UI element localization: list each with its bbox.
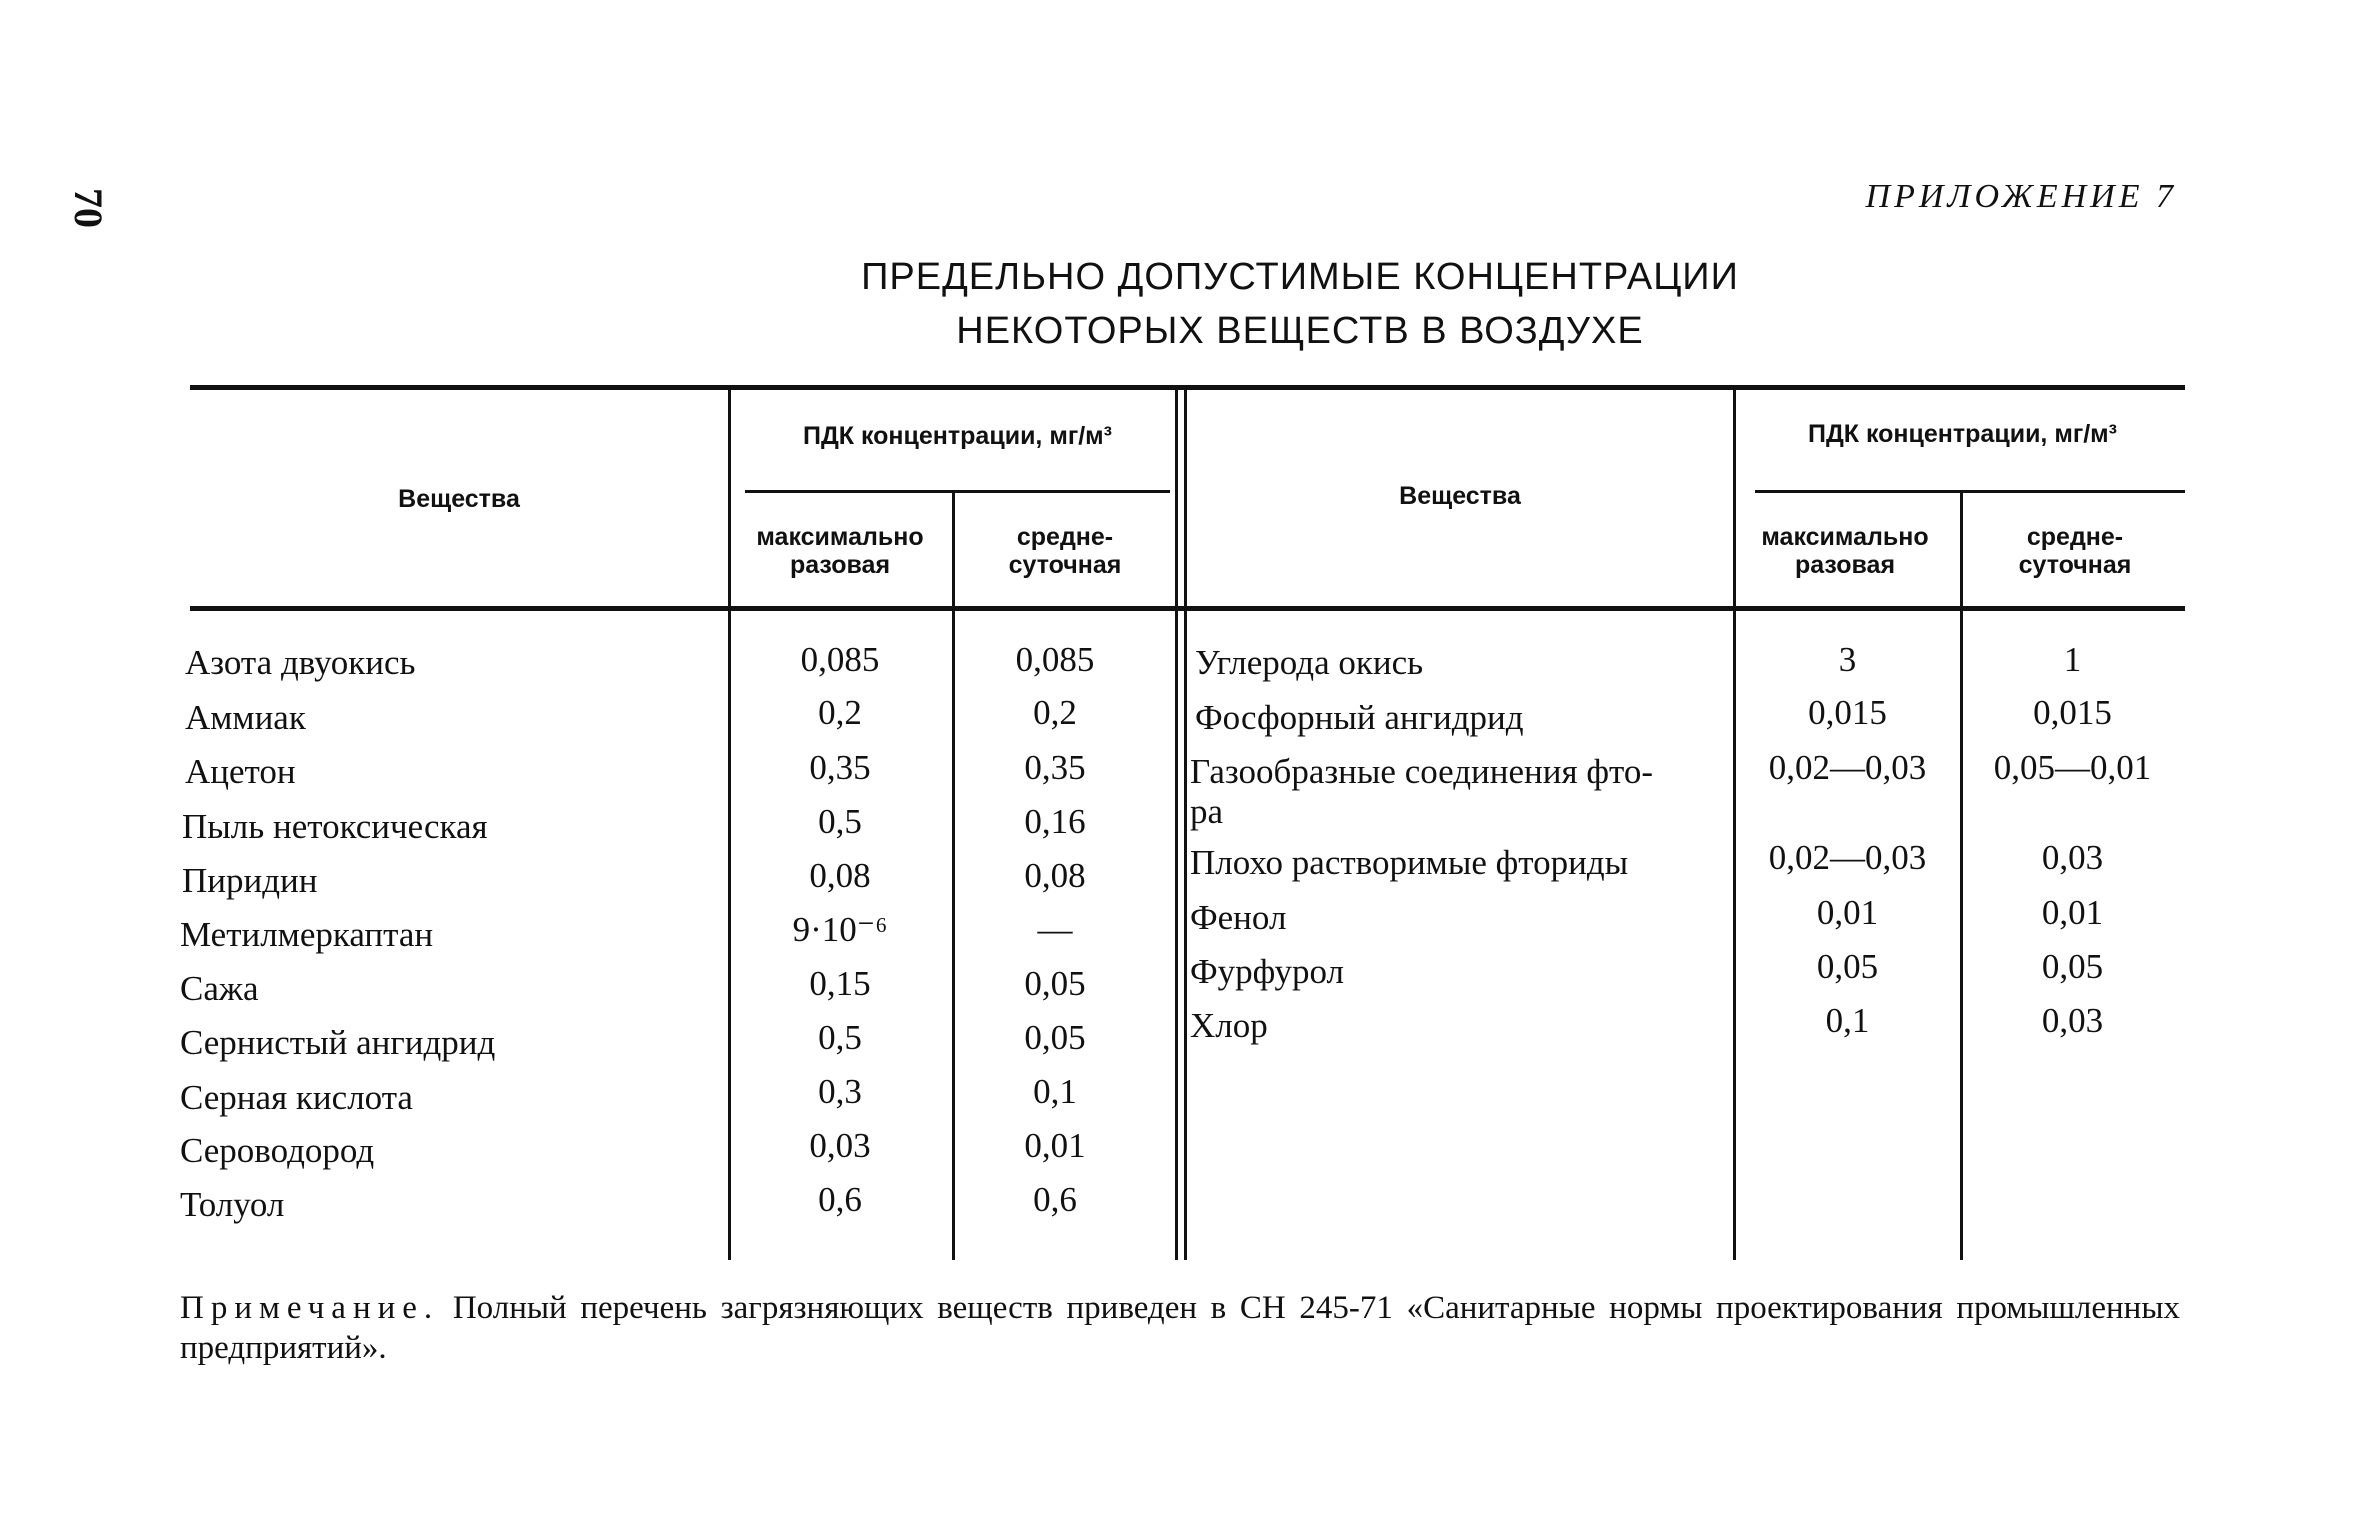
center-double-rule-a	[1175, 390, 1178, 1260]
right-row-avg: 0,05—0,01	[1993, 748, 2152, 787]
left-row-avg: 0,08	[1024, 856, 1086, 895]
right-row-avg: 1	[2063, 640, 2082, 679]
left-row-max: 0,15	[809, 964, 871, 1003]
right-row-max: 0,02—0,03	[1768, 838, 1927, 877]
footnote-lead: Примечание.	[180, 1290, 440, 1326]
right-row-avg: 0,03	[2041, 838, 2104, 877]
header-avg-right: средне-суточная	[2018, 523, 2132, 579]
left-row-max: 0,35	[809, 748, 871, 787]
right-row-name: Фенол	[1190, 898, 1287, 937]
left-row-avg: 0,085	[1015, 640, 1095, 679]
left-row-name: Аммиак	[185, 698, 306, 737]
right-row-name: Фурфурол	[1190, 952, 1344, 991]
left-row-name: Азота двуокись	[185, 643, 416, 682]
right-row-avg: 0,05	[2041, 947, 2104, 986]
left-row-name: Серная кислота	[180, 1078, 413, 1117]
left-row-name: Ацетон	[185, 752, 296, 791]
left-row-avg: 0,01	[1024, 1126, 1086, 1165]
right-col-divider-2	[1960, 492, 1963, 1260]
left-row-avg: 0,1	[1033, 1072, 1077, 1111]
footnote	[180, 1288, 2180, 1368]
header-substance-left: Вещества	[398, 485, 520, 513]
left-row-max: 0,085	[800, 640, 880, 679]
left-row-name: Сероводород	[180, 1131, 375, 1170]
left-row-max: 0,08	[809, 856, 871, 895]
left-row-avg: 0,05	[1024, 1018, 1086, 1057]
title-line-2: НЕКОТОРЫХ ВЕЩЕСТВ В ВОЗДУХЕ	[956, 310, 1644, 352]
right-row-max: 3	[1838, 640, 1857, 679]
left-row-max: 9·10⁻⁶	[792, 910, 888, 949]
left-row-name: Пыль нетоксическая	[182, 807, 488, 846]
right-col-divider-1	[1733, 390, 1736, 1260]
right-row-name: Углерода окись	[1195, 643, 1424, 682]
header-pdk-left: ПДК концентрации, мг/м³	[803, 422, 1112, 450]
title-line-1: ПРЕДЕЛЬНО ДОПУСТИМЫЕ КОНЦЕНТРАЦИИ	[861, 256, 1739, 298]
right-row-max: 0,1	[1825, 1001, 1870, 1040]
right-row-name-continued: ра	[1190, 792, 1224, 831]
center-double-rule-b	[1184, 390, 1187, 1260]
appendix-label: ПРИЛОЖЕНИЕ 7	[1865, 178, 2177, 215]
left-row-name: Сажа	[180, 969, 259, 1008]
left-col-divider-2	[952, 492, 955, 1260]
header-max-right: максимально разовая	[1761, 523, 1929, 579]
right-row-avg: 0,015	[2033, 693, 2112, 732]
left-row-avg: 0,16	[1024, 802, 1086, 841]
left-row-avg: 0,35	[1024, 748, 1086, 787]
left-col-divider-1	[728, 390, 731, 1260]
right-pdk-subrule	[1755, 490, 2185, 493]
left-row-max: 0,6	[818, 1180, 862, 1219]
right-row-max: 0,05	[1816, 947, 1879, 986]
right-row-max: 0,015	[1808, 693, 1887, 732]
right-row-avg: 0,01	[2041, 893, 2104, 932]
left-row-name: Сернистый ангидрид	[180, 1023, 496, 1062]
left-row-max: 0,2	[818, 693, 862, 732]
left-row-name: Пиридин	[182, 861, 318, 900]
left-row-avg: 0,05	[1024, 964, 1086, 1003]
left-row-name: Толуол	[180, 1185, 285, 1224]
right-row-name: Плохо растворимые фториды	[1190, 843, 1629, 882]
right-row-avg: 0,03	[2041, 1001, 2104, 1040]
right-row-name: Газообразные соединения фто-	[1190, 752, 1654, 791]
page-number: 70	[66, 188, 111, 228]
header-max-left: максимально разовая	[756, 523, 924, 579]
header-bottom-rule	[190, 606, 2185, 611]
left-row-avg: 0,6	[1033, 1180, 1077, 1219]
header-pdk-right: ПДК концентрации, мг/м³	[1808, 420, 2117, 448]
header-avg-left: средне-суточная	[1008, 523, 1122, 579]
left-row-max: 0,3	[818, 1072, 862, 1111]
right-row-max: 0,02—0,03	[1768, 748, 1927, 787]
left-row-max: 0,03	[809, 1126, 871, 1165]
right-row-max: 0,01	[1816, 893, 1879, 932]
header-substance-right: Вещества	[1399, 482, 1521, 510]
left-row-max: 0,5	[818, 1018, 862, 1057]
footnote-text: Полный перечень загрязняющих веществ приведен в СН 245-71 «Санитарные нормы проектирования промышленных предприятий».	[180, 1290, 2180, 1366]
right-row-name: Фосфорный ангидрид	[1195, 698, 1524, 737]
table-top-rule	[190, 385, 2185, 390]
left-row-avg: 0,2	[1033, 693, 1077, 732]
left-row-max: 0,5	[818, 802, 862, 841]
right-row-name: Хлор	[1190, 1006, 1268, 1045]
left-row-name: Метилмеркаптан	[180, 915, 434, 954]
left-row-avg: —	[1037, 910, 1073, 949]
left-pdk-subrule	[745, 490, 1170, 493]
